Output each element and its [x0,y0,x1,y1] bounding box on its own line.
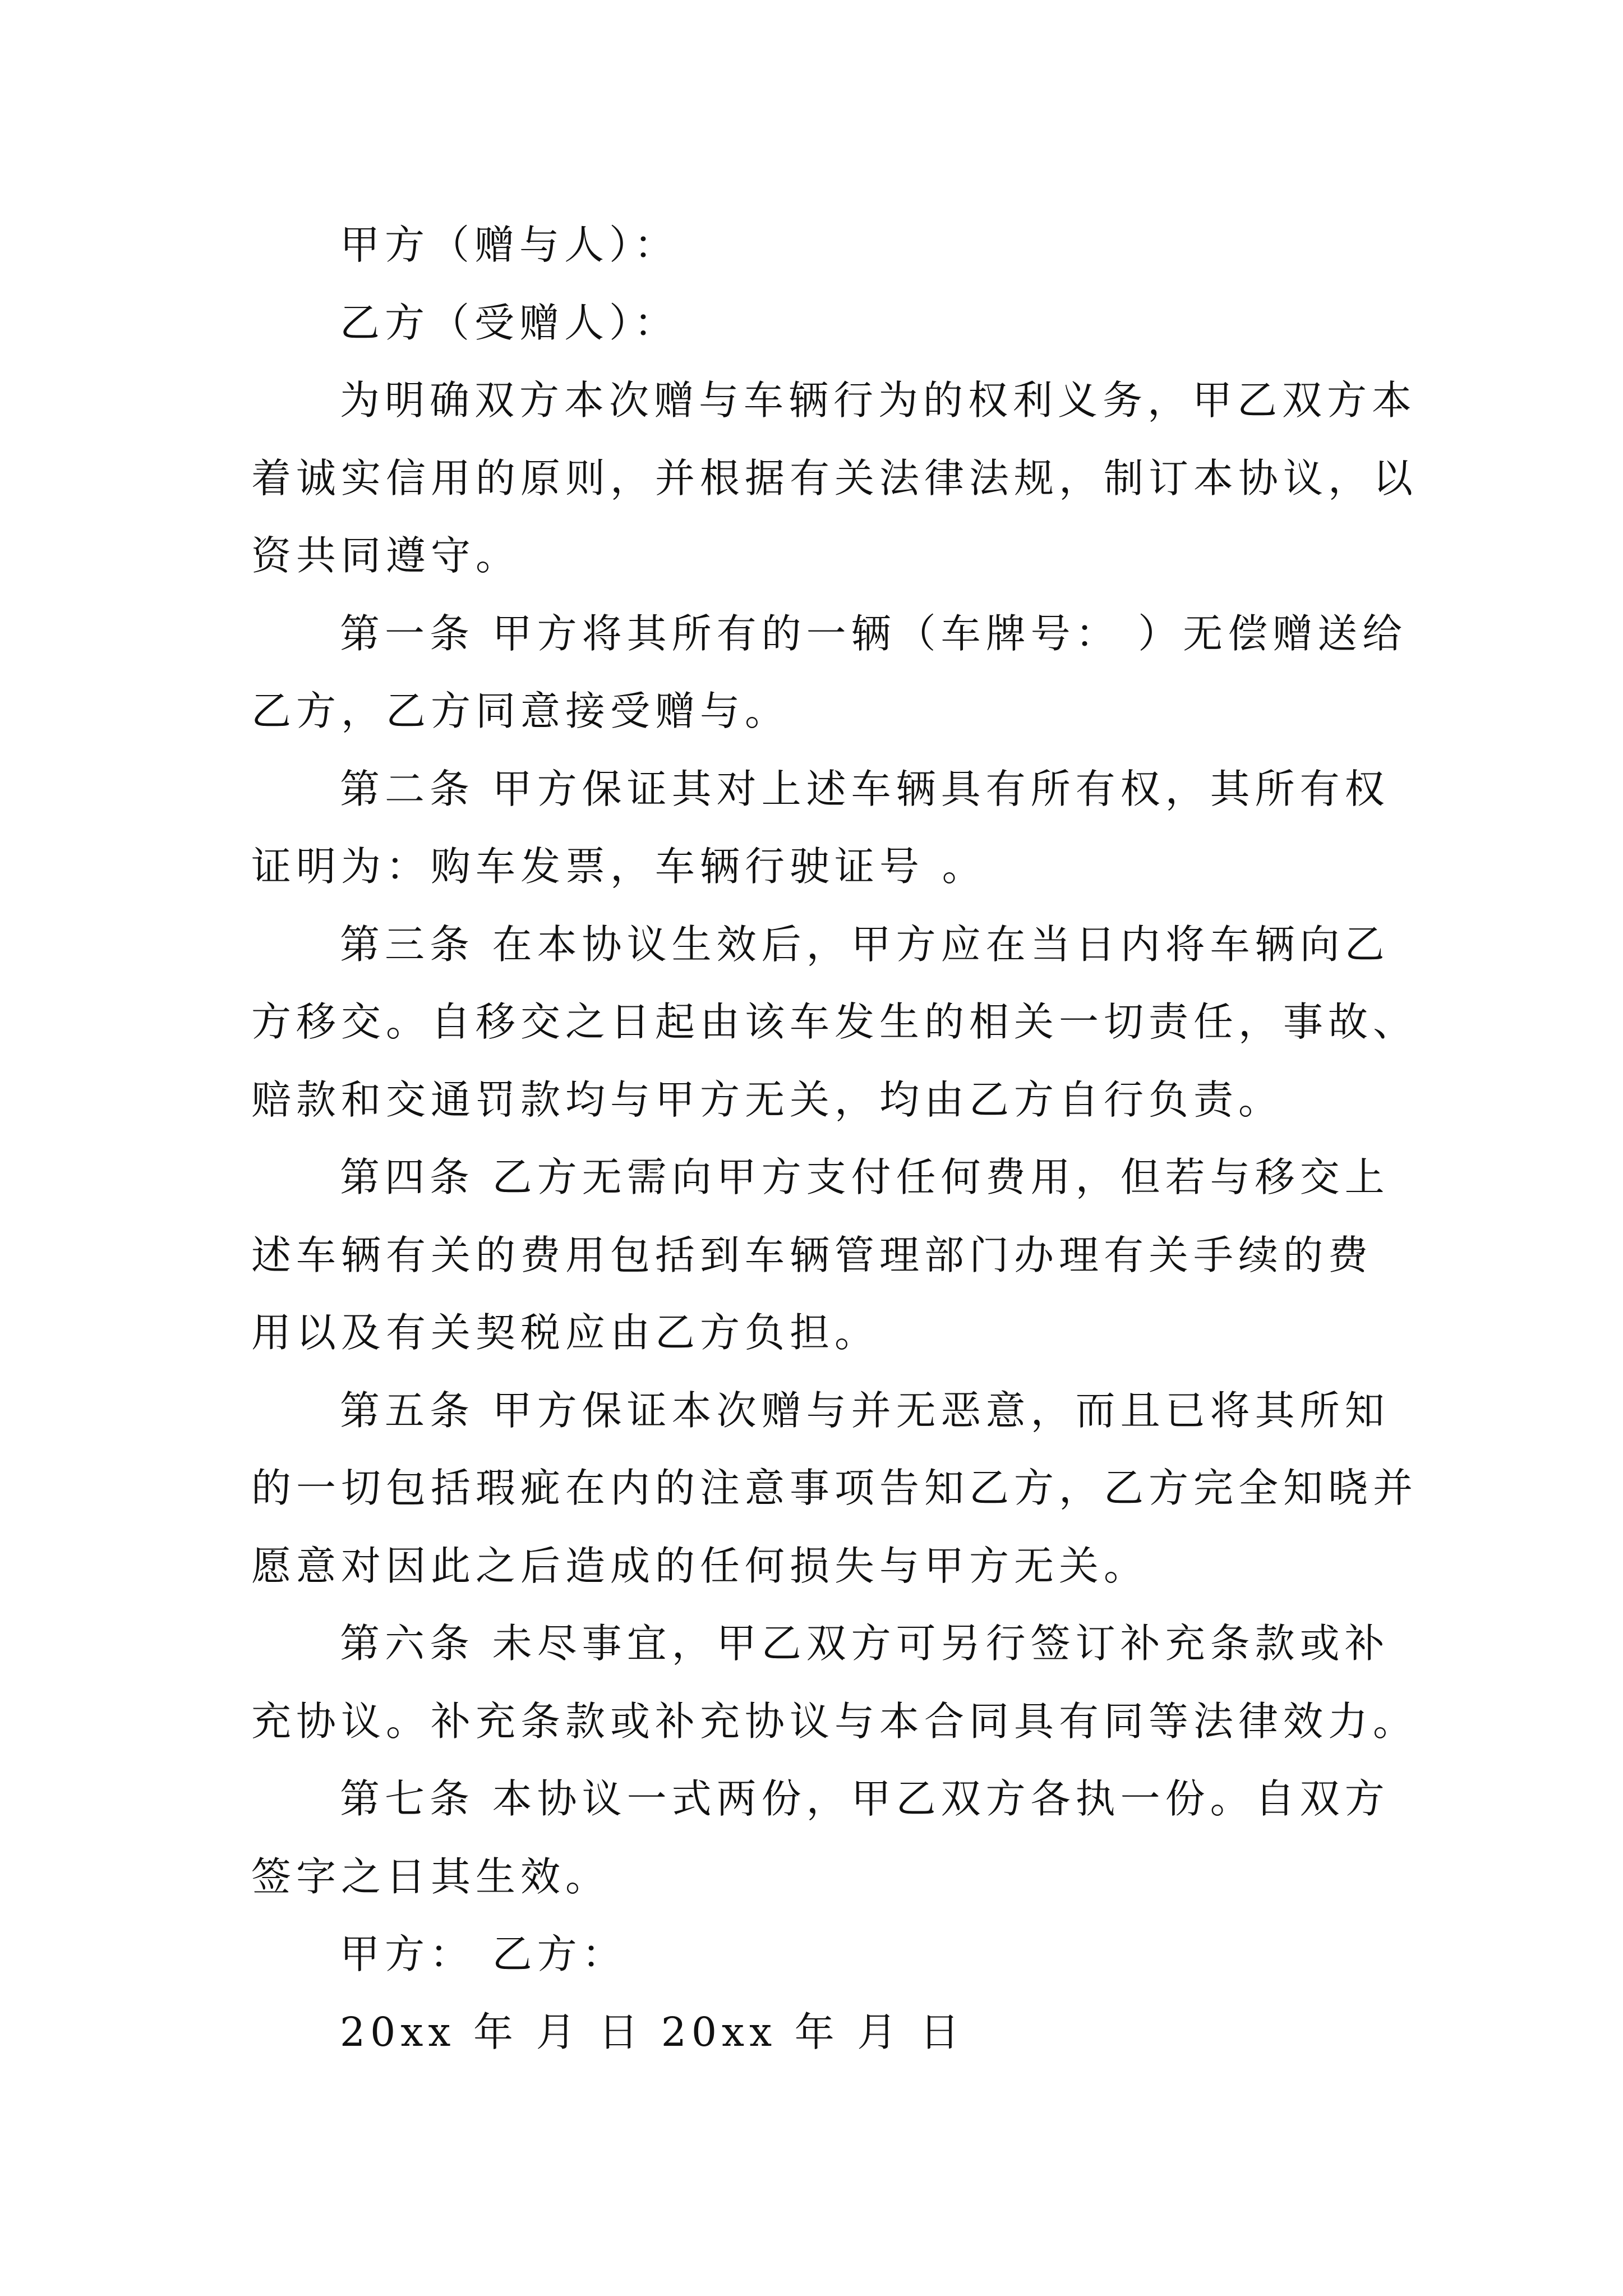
article-2-line-2: 证明为：购车发票，车辆行驶证号 。 [251,843,987,890]
preamble-line-2: 着诚实信用的原则，并根据有关法律法规，制订本协议，以 [251,454,1418,501]
signature-dates-line: 20xx 年 月 日 20xx 年 月 日 [340,2008,965,2055]
article-4-line-3: 用以及有关契税应由乙方负担。 [251,1309,880,1356]
article-5-line-3: 愿意对因此之后造成的任何损失与甲方无关。 [251,1542,1149,1589]
preamble-line-1: 为明确双方本次赠与车辆行为的权利义务，甲乙双方本 [340,377,1417,424]
article-3-line-3: 赔款和交通罚款均与甲方无关，均由乙方自行负责。 [251,1076,1284,1123]
article-2-line-1: 第二条 甲方保证其对上述车辆具有所有权，其所有权 [340,765,1390,812]
preamble-line-3: 资共同遵守。 [251,532,521,579]
signature-parties-line: 甲方： 乙方： [340,1931,627,1977]
article-3-line-2: 方移交。自移交之日起由该车发生的相关一切责任，事故、 [251,999,1418,1045]
article-3-line-1: 第三条 在本协议生效后，甲方应在当日内将车辆向乙 [340,921,1390,968]
party-b-recipient-line: 乙方（受赠人）： [340,299,679,346]
article-6-line-1: 第六条 未尽事宜，甲乙双方可另行签订补充条款或补 [340,1620,1390,1667]
article-4-line-1: 第四条 乙方无需向甲方支付任何费用，但若与移交上 [340,1154,1390,1200]
article-1-line-2: 乙方，乙方同意接受赠与。 [251,688,790,734]
article-4-line-2: 述车辆有关的费用包括到车辆管理部门办理有关手续的费 [251,1231,1373,1278]
article-1-line-1: 第一条 甲方将其所有的一辆（车牌号： ）无偿赠送给 [340,610,1408,657]
article-6-line-2: 充协议。补充条款或补充协议与本合同具有同等法律效力。 [251,1697,1418,1745]
party-a-donor-line: 甲方（赠与人）： [340,222,679,268]
article-5-line-1: 第五条 甲方保证本次赠与并无恶意，而且已将其所知 [340,1387,1390,1434]
article-7-line-1: 第七条 本协议一式两份，甲乙双方各执一份。自双方 [340,1775,1390,1822]
article-7-line-2: 签字之日其生效。 [251,1853,611,1900]
article-5-line-2: 的一切包括瑕疵在内的注意事项告知乙方，乙方完全知晓并 [251,1465,1418,1511]
document-body [251,206,1418,2071]
